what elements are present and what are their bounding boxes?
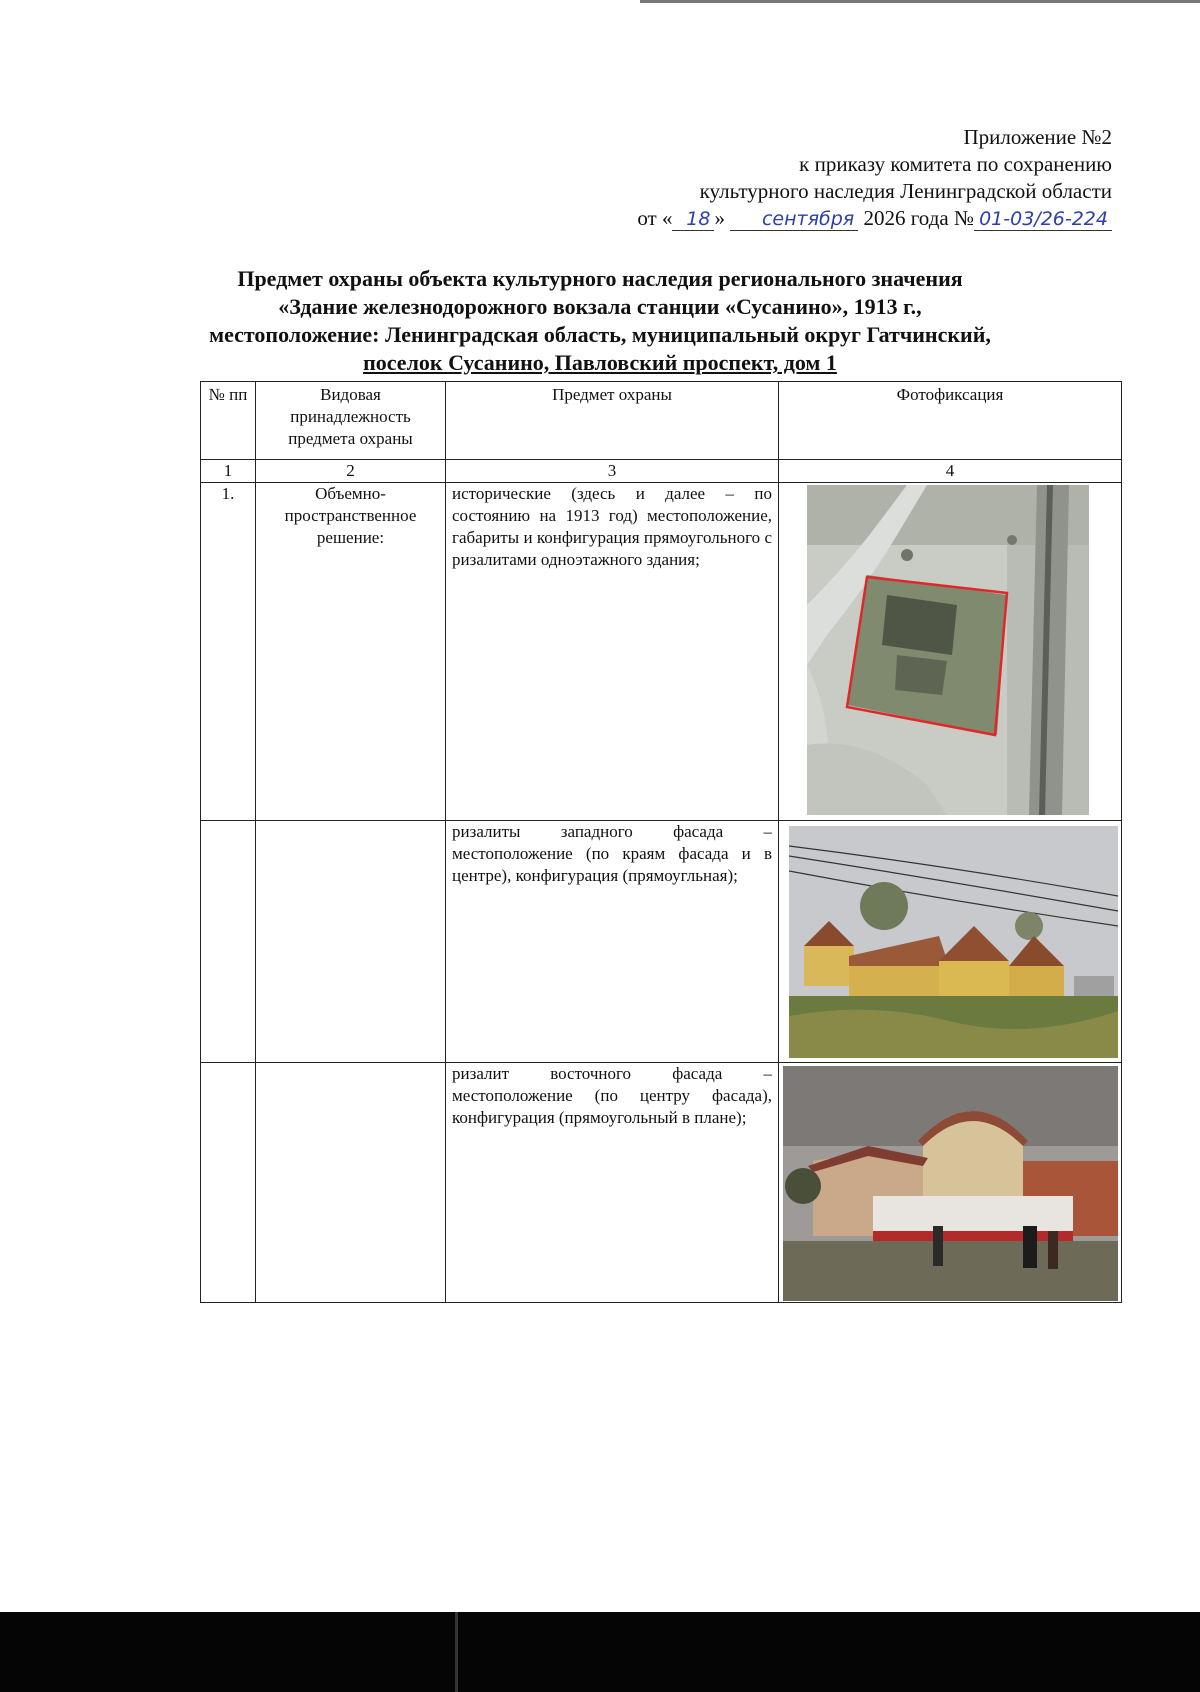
protection-subject-table bbox=[200, 381, 1122, 1303]
table-row bbox=[201, 821, 1122, 1063]
date-prefix: от « bbox=[637, 206, 673, 230]
scan-bottom-divider bbox=[455, 1612, 458, 1692]
handwritten-day: 18 bbox=[672, 208, 714, 231]
row-number: 1. bbox=[201, 483, 256, 821]
appendix-line-2: к приказу комитета по сохранению bbox=[799, 152, 1112, 176]
column-number: 2 bbox=[256, 460, 446, 483]
aerial-photo bbox=[807, 485, 1089, 815]
row-number bbox=[201, 821, 256, 1063]
handwritten-month: сентября bbox=[730, 208, 858, 231]
row-type bbox=[256, 821, 446, 1063]
east-facade-photo bbox=[783, 1066, 1118, 1301]
handwritten-doc-number: 01-03/26-224 bbox=[974, 208, 1112, 231]
photo-cell bbox=[779, 1063, 1122, 1303]
appendix-line-1: Приложение №2 bbox=[963, 125, 1112, 149]
header-subject: Предмет охраны bbox=[446, 382, 779, 460]
title-line-3: местоположение: Ленинградская область, муниципальный округ Гатчинский, bbox=[209, 322, 991, 347]
date-year: 2026 года № bbox=[863, 206, 974, 230]
west-facade-photo bbox=[789, 826, 1118, 1058]
title-line-1: Предмет охраны объекта культурного наследия регионального значения bbox=[237, 266, 963, 291]
photo-cell bbox=[779, 483, 1122, 821]
scan-top-edge bbox=[640, 0, 1200, 3]
header-photo: Фотофиксация bbox=[779, 382, 1122, 460]
row-subject: исторические (здесь и далее – по состоянию на 1913 год) местоположение, габариты и конфигурация прямоугольного с ризалитами одноэтажного здания; bbox=[446, 483, 779, 821]
table-row bbox=[201, 1063, 1122, 1303]
title-line-2: «Здание железнодорожного вокзала станции «Сусанино», 1913 г., bbox=[278, 294, 922, 319]
row-subject: ризалиты западного фасада – местоположение (по краям фасада и в центре), конфигурация (прямоугльная); bbox=[446, 821, 779, 1063]
appendix-date-line bbox=[637, 205, 1112, 232]
scan-bottom-bar bbox=[0, 1612, 1200, 1692]
column-number: 4 bbox=[779, 460, 1122, 483]
column-number-row bbox=[201, 460, 1122, 483]
row-number bbox=[201, 1063, 256, 1303]
column-number: 3 bbox=[446, 460, 779, 483]
header-type: Видовая принадлежность предмета охраны bbox=[256, 382, 446, 460]
header-num: № пп bbox=[201, 382, 256, 460]
table-header-row bbox=[201, 382, 1122, 460]
photo-cell bbox=[779, 821, 1122, 1063]
appendix-line-3: культурного наследия Ленинградской области bbox=[699, 179, 1112, 203]
date-sep: » bbox=[714, 206, 725, 230]
column-number: 1 bbox=[201, 460, 256, 483]
row-type bbox=[256, 1063, 446, 1303]
title-line-4: поселок Сусанино, Павловский проспект, дом 1 bbox=[363, 350, 837, 375]
appendix-header bbox=[637, 124, 1112, 232]
row-subject: ризалит восточного фасада – местоположение (по центру фасада), конфигурация (прямоугольный в плане); bbox=[446, 1063, 779, 1303]
table-row bbox=[201, 483, 1122, 821]
row-type: Объемно-пространственное решение: bbox=[256, 483, 446, 821]
document-title bbox=[150, 265, 1050, 377]
